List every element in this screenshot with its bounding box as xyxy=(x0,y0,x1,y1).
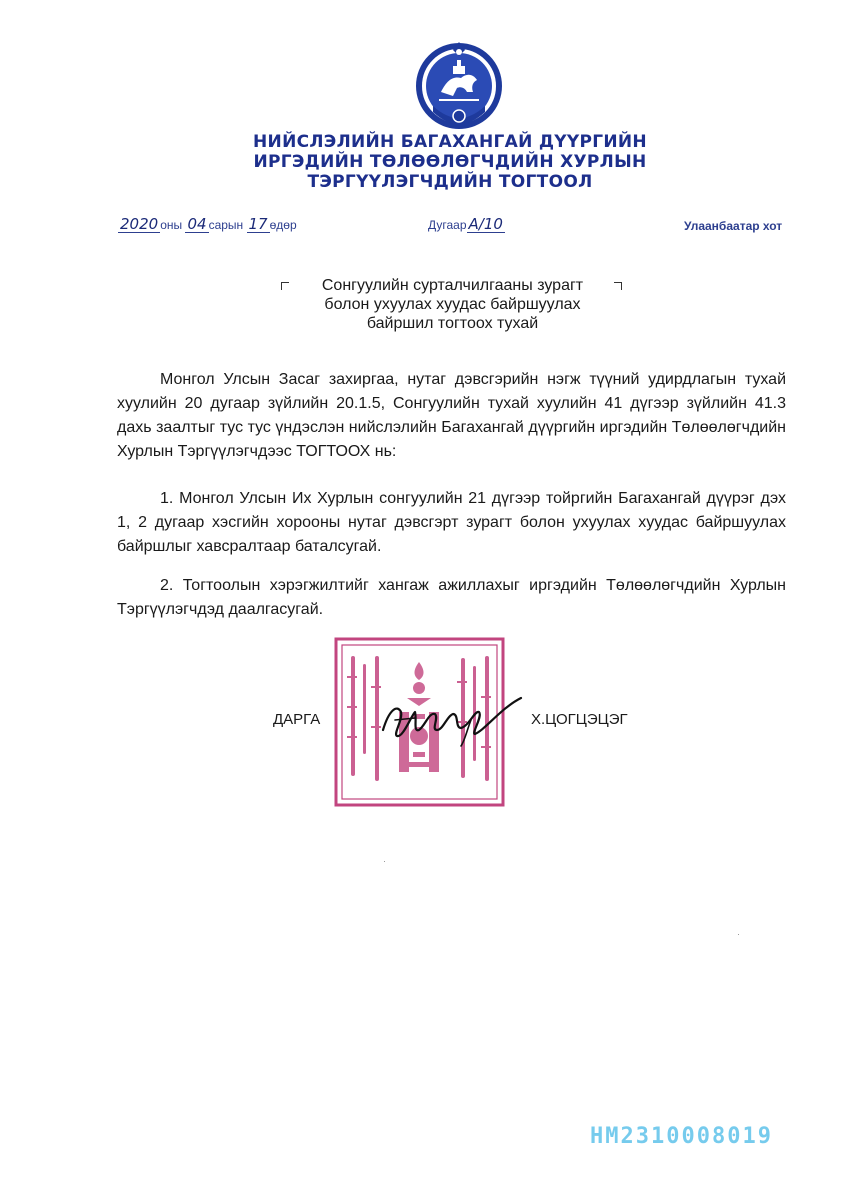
document-serial-number: НМ2310008019 xyxy=(590,1124,773,1149)
number-value: А/10 xyxy=(468,215,503,233)
resolution-item-1: 1. Монгол Улсын Их Хурлын сонгуулийн 21 дүгээр тойргийн Багахангай дүүрэг дэх 1, 2 дугаар хэсгийн хорооны нутаг дэвсгэрт зурагт болон ухуулах хуудас байршуулах байршлыг хавсралтаар баталсугай. xyxy=(117,490,786,555)
subject-line-2: болон ухуулах хуудас байршуулах xyxy=(324,296,581,313)
date-day: 17 xyxy=(248,215,268,233)
document-number xyxy=(428,216,505,233)
subject-line-3: байршил тогтоох тухай xyxy=(366,315,539,332)
number-label: Дугаар xyxy=(428,218,467,232)
document-city: Улаанбаатар хот xyxy=(684,219,783,233)
meta-row xyxy=(0,216,850,238)
resolution-item-2: 2. Тогтоолын хэрэгжилтийг хангаж ажиллахыг иргэдийн Төлөөлөгчдийн Хурлын Тэргүүлэгчдэд даалгасугай. xyxy=(117,577,786,618)
date-month-label: сарын xyxy=(208,218,244,232)
title-line-1: НИЙСЛЭЛИЙН БАГАХАНГАЙ ДҮҮРГИЙН xyxy=(253,132,647,152)
date-year: 2020 xyxy=(120,215,159,233)
subject-line-1: Сонгуулийн сурталчилгааны зурагт xyxy=(321,277,584,294)
state-emblem-icon xyxy=(413,40,505,136)
signatory-title: ДАРГА xyxy=(273,711,321,728)
preamble-paragraph: Монгол Улсын Засаг захиргаа, нутаг дэвсгэрийн нэгж түүний удирдлагын тухай хуулийн 20 дугаар зүйлийн 20.1.5, Сонгуулийн тухай хуулийн 41 дүгээр зүйлийн 41.3 дахь заалтыг тус тус үндэслэн нийслэлийн Багахангай дүүргийн иргэдийн Төлөөлөгчдийн Хурлын Тэргүүлэгчдээс ТОГТООХ нь: xyxy=(117,371,786,460)
document-subject xyxy=(280,276,625,333)
signatory-name: Х.ЦОГЦЭЦЭГ xyxy=(531,711,628,728)
title-line-2: ИРГЭДИЙН ТӨЛӨӨЛӨГЧДИЙН ХУРЛЫН xyxy=(253,152,647,172)
handwritten-signature xyxy=(375,690,525,750)
date-year-label: оны xyxy=(160,218,183,232)
document-title xyxy=(230,132,670,192)
date-day-label: өдөр xyxy=(269,218,297,232)
document-date xyxy=(118,216,297,233)
scan-speck xyxy=(738,934,739,935)
date-month: 04 xyxy=(187,215,207,233)
title-line-3: ТЭРГҮҮЛЭГЧДИЙН ТОГТООЛ xyxy=(307,172,593,192)
scan-speck xyxy=(384,861,385,862)
